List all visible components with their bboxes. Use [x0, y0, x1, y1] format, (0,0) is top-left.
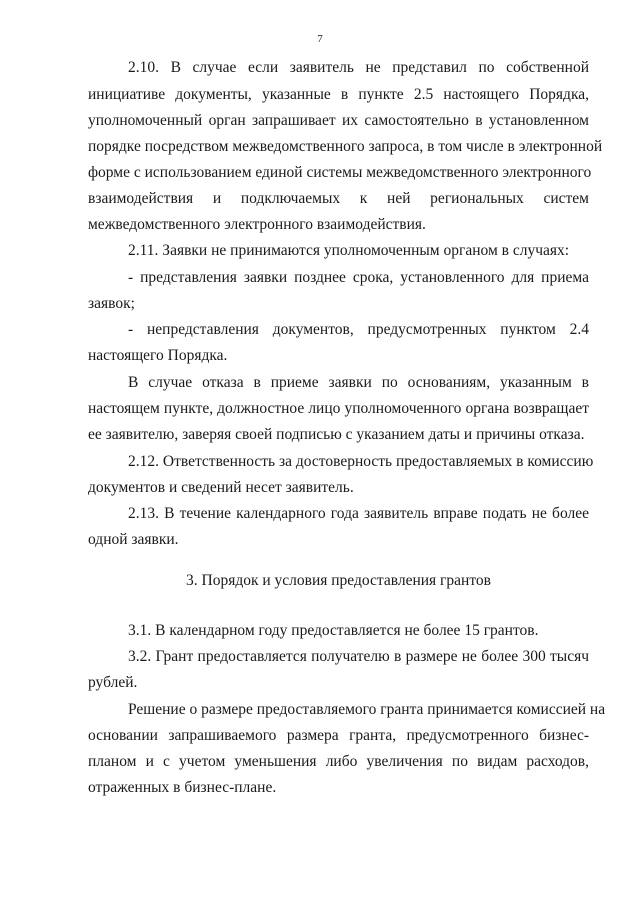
para-2-11-item-1-line-2: заявок; [88, 295, 135, 312]
para-decision-line-2: основании запрашиваемого размера гранта, предусмотренного бизнес- [88, 727, 589, 744]
para-refusal-line-1: В случае отказа в приеме заявки по основаниям, указанным в [128, 374, 589, 391]
para-2-10-line-6: взаимодействия и подключаемых к ней региональных систем [88, 190, 589, 207]
para-3-2-line-1: 3.2. Грант предоставляется получателю в размере не более 300 тысяч [128, 648, 589, 665]
para-2-12-line-1: 2.12. Ответственность за достоверность предоставляемых в комиссию [128, 453, 594, 470]
para-decision-line-4: отраженных в бизнес-плане. [88, 779, 277, 796]
para-2-10-line-1: 2.10. В случае если заявитель не представил по собственной [128, 59, 589, 76]
para-2-11-item-1-line-1: - представления заявки позднее срока, установленного для приема [128, 269, 589, 286]
para-3-1-line-1: 3.1. В календарном году предоставляется не более 15 грантов. [128, 622, 539, 639]
para-2-11-item-2-line-2: настоящего Порядка. [88, 347, 228, 364]
para-2-12-line-2: документов и сведений несет заявитель. [88, 479, 354, 496]
para-2-10-line-3: уполномоченный орган запрашивает их самостоятельно в установленном [88, 112, 589, 129]
para-2-10-line-2: инициативе документы, указанные в пункте 2.5 настоящего Порядка, [88, 86, 589, 103]
para-2-13-line-1: 2.13. В течение календарного года заявитель вправе подать не более [128, 505, 589, 522]
para-decision-line-3: планом и с учетом уменьшения либо увеличения по видам расходов, [88, 753, 589, 770]
para-2-10-line-4: порядке посредством межведомственного запроса, в том числе в электронной [88, 138, 603, 155]
para-decision-line-1: Решение о размере предоставляемого гранта принимается комиссией на [128, 701, 606, 718]
para-refusal-line-2: настоящем пункте, должностное лицо уполномоченного органа возвращает [88, 400, 589, 417]
para-3-2-line-2: рублей. [88, 674, 138, 691]
para-2-11-line-1: 2.11. Заявки не принимаются уполномоченным органом в случаях: [128, 242, 570, 259]
para-refusal-line-3: ее заявителю, заверяя своей подписью с указанием даты и причины отказа. [88, 426, 585, 443]
para-2-10-line-7: межведомственного электронного взаимодействия. [88, 216, 426, 233]
para-2-13-line-2: одной заявки. [88, 531, 179, 548]
section-3-heading: 3. Порядок и условия предоставления грантов [186, 572, 491, 589]
page-number: 7 [317, 33, 323, 45]
para-2-10-line-5: форме с использованием единой системы межведомственного электронного [88, 164, 592, 181]
para-2-11-item-2-line-1: - непредставления документов, предусмотренных пунктом 2.4 [128, 321, 589, 338]
